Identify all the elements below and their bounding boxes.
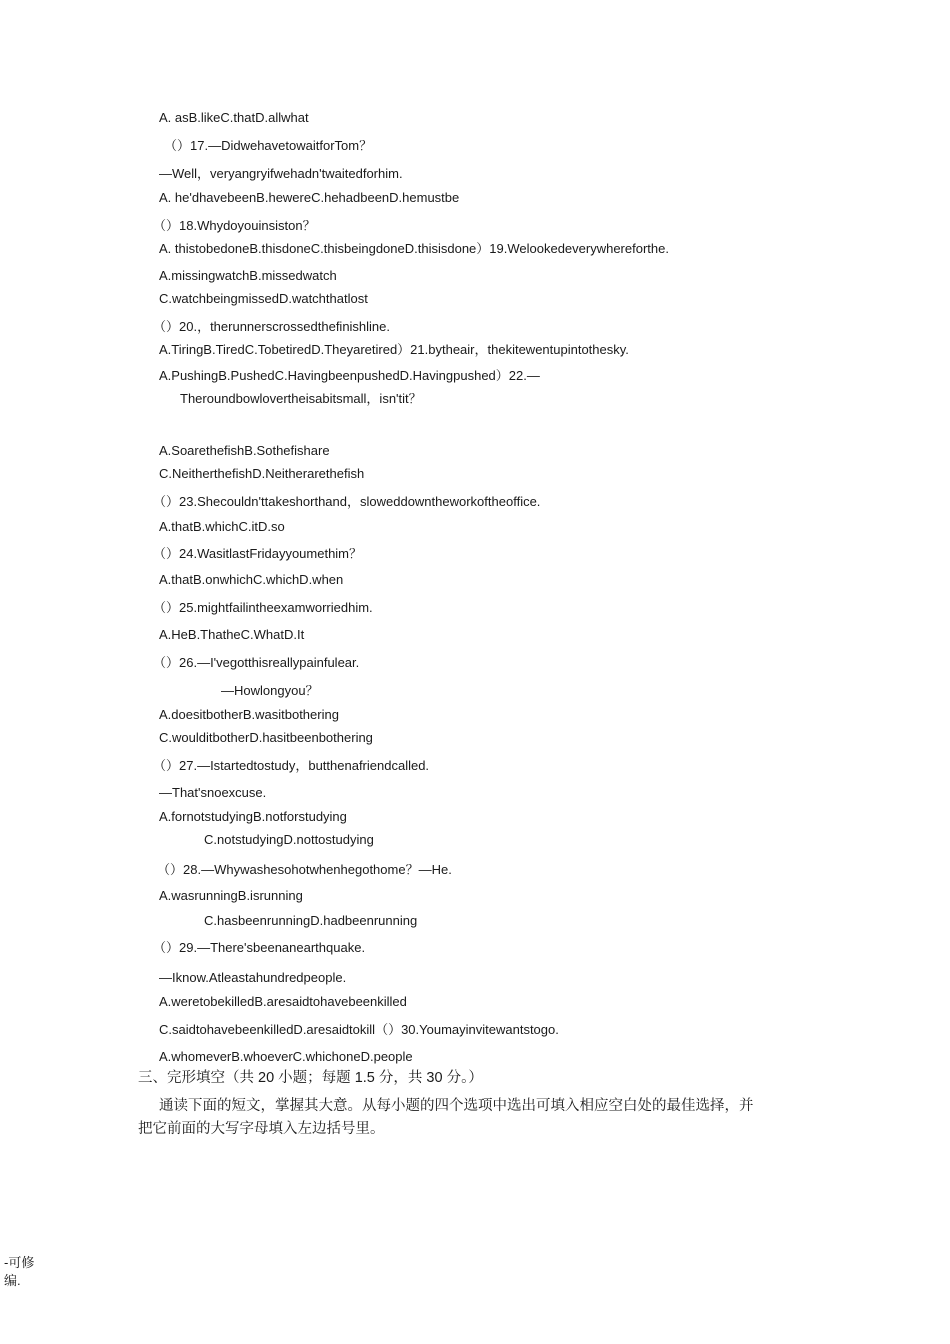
text-line: （）24.WasitlastFridayyoumethim？ xyxy=(153,546,363,561)
text-line: A.fornotstudyingB.notforstudying xyxy=(159,809,347,824)
section-instruction: 把它前面的大写字母填入左边括号里。 xyxy=(138,1121,385,1137)
text-line: —Howlongyou？ xyxy=(221,683,319,698)
text-line: —That'snoexcuse. xyxy=(159,785,267,800)
text-line: A. asB.likeC.thatD.allwhat xyxy=(159,110,309,125)
text-line: C.saidtohavebeenkilledD.aresaidtokill（）30.Youmayinvitewantstogo. xyxy=(159,1022,559,1037)
text-line: C.NeitherthefishD.Neitherarethefish xyxy=(159,466,365,481)
text-line: A.whomeverB.whoeverC.whichoneD.people xyxy=(159,1049,413,1064)
text-line: A.thatB.whichC.itD.so xyxy=(159,519,285,534)
footer-note: -可修 xyxy=(4,1255,35,1270)
section-instruction: 通读下面的短文，掌握其大意。从每小题的四个选项中选出可填入相应空白处的最佳选择，并 xyxy=(159,1098,754,1114)
text-line: A.wasrunningB.isrunning xyxy=(159,888,303,903)
text-line: （）17.—DidwehavetowaitforTom？ xyxy=(164,138,373,153)
text-line: C.watchbeingmissedD.watchthatlost xyxy=(159,291,368,306)
text-line: —Well，veryangryifwehadn'twaitedforhim. xyxy=(159,166,403,181)
text-line: （）23.Shecouldn'ttakeshorthand，sloweddowntheworkoftheoffice. xyxy=(153,494,541,509)
text-line: （）20.，therunnerscrossedthefinishline. xyxy=(153,319,391,334)
text-line: A.missingwatchB.missedwatch xyxy=(159,268,337,283)
text-line: A.HeB.ThatheC.WhatD.It xyxy=(159,627,305,642)
section-heading: 三、完形填空（共 20 小题；每题 1.5 分，共 30 分。） xyxy=(138,1070,483,1086)
footer-note: 编. xyxy=(4,1273,21,1288)
text-line: C.notstudyingD.nottostudying xyxy=(204,832,374,847)
text-line: （）29.—There'sbeenanearthquake. xyxy=(153,940,366,955)
text-line: C.woulditbotherD.hasitbeenbothering xyxy=(159,730,373,745)
text-line: A.TiringB.TiredC.TobetiredD.Theyaretired）21.bytheair，thekitewentupintothesky. xyxy=(159,342,629,357)
text-line: （）18.Whydoyouinsiston？ xyxy=(153,218,316,233)
text-line: Theroundbowlovertheisabitsmall，isn'tit？ xyxy=(180,391,422,406)
text-line: A. thistobedoneB.thisdoneC.thisbeingdoneD.thisisdone）19.Welookedeverywhereforthe. xyxy=(159,241,669,256)
text-line: C.hasbeenrunningD.hadbeenrunning xyxy=(204,913,418,928)
text-line: （）26.—I'vegotthisreallypainfulear. xyxy=(153,655,360,670)
text-line: A. he'dhavebeenB.hewereC.hehadbeenD.hemustbe xyxy=(159,190,460,205)
text-line: A.thatB.onwhichC.whichD.when xyxy=(159,572,344,587)
text-line: （）25.mightfailintheexamworriedhim. xyxy=(153,600,373,615)
text-line: —Iknow.Atleastahundredpeople. xyxy=(159,970,347,985)
text-line: A.doesitbotherB.wasitbothering xyxy=(159,707,339,722)
text-line: A.SoarethefishB.Sothefishare xyxy=(159,443,330,458)
text-line: A.weretobekilledB.aresaidtohavebeenkilled xyxy=(159,994,407,1009)
text-line: A.PushingB.PushedC.HavingbeenpushedD.Havingpushed）22.— xyxy=(159,368,540,383)
text-line: （）27.—Istartedtostudy，butthenafriendcalled. xyxy=(153,758,430,773)
text-line: （）28.—Whywashesohotwhenhegothome？—He. xyxy=(157,862,452,877)
